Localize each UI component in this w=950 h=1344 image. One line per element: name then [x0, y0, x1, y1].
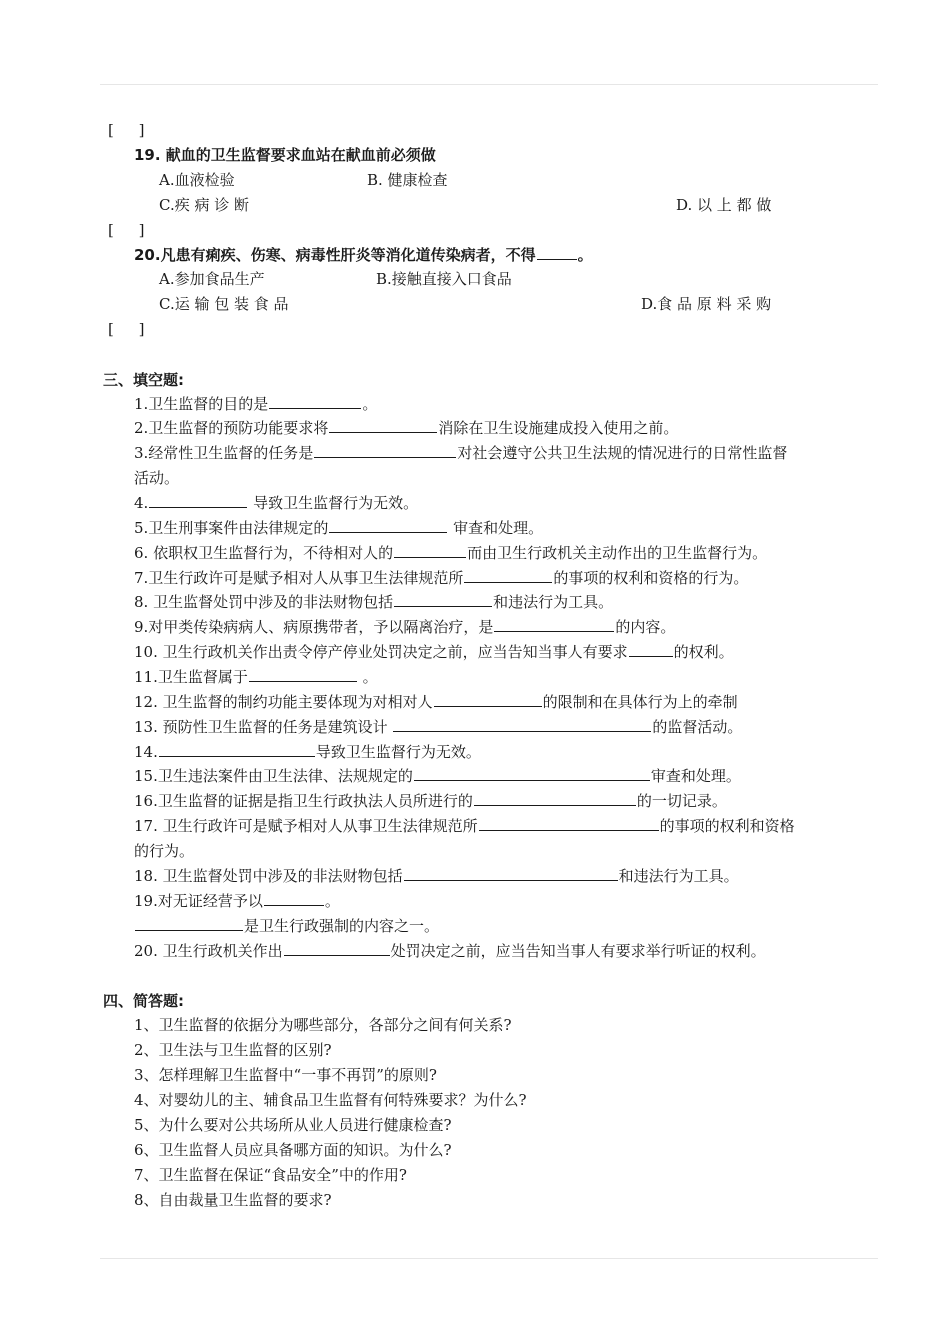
answer-blank[interactable]: [264, 891, 324, 906]
q20-option-a: A.参加食品生产: [159, 270, 265, 288]
answer-blank[interactable]: [494, 617, 614, 632]
answer-blank[interactable]: [434, 692, 542, 707]
fill-item: 是卫生行政强制的内容之一。: [134, 916, 439, 936]
answer-blank[interactable]: [479, 816, 659, 831]
answer-blank[interactable]: [135, 916, 243, 931]
q20-option-d: D.食 品 原 料 采 购: [641, 295, 772, 313]
fill-item: 15.卫生违法案件由卫生法律、法规规定的 审查和处理。: [134, 767, 741, 785]
short-answer-item: 7、卫生监督在保证“食品安全”中的作用?: [134, 1166, 407, 1184]
answer-blank[interactable]: [284, 941, 390, 956]
answer-blank[interactable]: [249, 667, 357, 682]
fill-item: 1.卫生监督的目的是 。: [134, 395, 378, 413]
q20-option-b: B.接触直接入口食品: [376, 270, 512, 288]
short-answer-item: 1、卫生监督的依据分为哪些部分，各部分之间有何关系?: [134, 1016, 512, 1034]
answer-bracket: [ ]: [108, 320, 155, 338]
short-answer-item: 4、对婴幼儿的主、辅食品卫生监督有何特殊要求？为什么?: [134, 1091, 527, 1109]
fill-item: 13. 预防性卫生监督的任务是建筑设计 的监督活动。: [134, 718, 743, 736]
fill-item: 6. 依职权卫生监督行为，不待相对人的 而由卫生行政机关主动作出的卫生监督行为。: [134, 544, 768, 562]
fill-item: 10. 卫生行政机关作出责令停产停业处罚决定之前，应当告知当事人有要求 的权利。: [134, 643, 734, 661]
q19-option-b: B. 健康检查: [367, 171, 448, 189]
fill-item: 8. 卫生监督处罚中涉及的非法财物包括 和违法行为工具。: [134, 593, 614, 611]
answer-blank[interactable]: [393, 717, 651, 732]
fill-item: 12. 卫生监督的制约功能主要体现为对相对人 的限制和在具体行为上的牵制: [134, 693, 738, 711]
answer-blank[interactable]: [149, 493, 247, 508]
answer-blank[interactable]: [394, 592, 492, 607]
fill-item: 4. 导致卫生监督行为无效。: [134, 494, 419, 512]
q19-option-d: D. 以 上 都 做: [676, 196, 772, 214]
q20-option-c: C.运 输 包 装 食 品: [159, 295, 289, 313]
answer-blank[interactable]: [159, 742, 315, 757]
fill-item: 2.卫生监督的预防功能要求将 消除在卫生设施建成投入使用之前。: [134, 419, 679, 437]
short-answer-item: 8、自由裁量卫生监督的要求?: [134, 1191, 332, 1209]
answer-blank[interactable]: [329, 518, 447, 533]
fill-item: 11.卫生监督属于 。: [134, 668, 378, 686]
fill-item: 9.对甲类传染病病人、病原携带者，予以隔离治疗，是 的内容。: [134, 618, 676, 636]
answer-blank[interactable]: [464, 568, 552, 583]
fill-item: 16.卫生监督的证据是指卫生行政执法人员所进行的 的一切记录。: [134, 792, 727, 810]
fill-item-continuation: 活动。: [134, 469, 180, 487]
fill-item: 19.对无证经营予以 。: [134, 892, 340, 910]
answer-blank[interactable]: [414, 766, 650, 781]
answer-blank[interactable]: [269, 394, 361, 409]
short-answer-heading: 四、简答题:: [103, 992, 184, 1010]
fill-in-heading: 三、填空题:: [103, 371, 184, 389]
q19-option-c: C.疾 病 诊 断: [159, 196, 250, 214]
fill-item-continuation: 的行为。: [134, 842, 195, 860]
question-20-stem: 20.凡患有痢疾、伤寒、病毒性肝炎等消化道传染病者，不得 。: [134, 246, 593, 264]
fill-item: 20. 卫生行政机关作出 处罚决定之前，应当告知当事人有要求举行听证的权利。: [134, 942, 766, 960]
answer-blank[interactable]: [537, 245, 577, 260]
answer-blank[interactable]: [314, 443, 456, 458]
short-answer-item: 5、为什么要对公共场所从业人员进行健康检查?: [134, 1116, 452, 1134]
q19-option-a: A.血液检验: [159, 171, 235, 189]
short-answer-item: 6、卫生监督人员应具备哪方面的知识。为什么?: [134, 1141, 452, 1159]
answer-blank[interactable]: [404, 866, 618, 881]
answer-bracket: [ ]: [108, 121, 155, 139]
short-answer-item: 2、卫生法与卫生监督的区别?: [134, 1041, 332, 1059]
page-top-rule: [100, 84, 878, 85]
short-answer-item: 3、怎样理解卫生监督中“一事不再罚”的原则?: [134, 1066, 437, 1084]
fill-item: 3.经常性卫生监督的任务是 对社会遵守公共卫生法规的情况进行的日常性监督: [134, 444, 788, 462]
answer-blank[interactable]: [329, 418, 437, 433]
fill-item: 5.卫生刑事案件由法律规定的 审查和处理。: [134, 519, 544, 537]
fill-item: 14. 导致卫生监督行为无效。: [134, 743, 481, 761]
fill-item: 7.卫生行政许可是赋予相对人从事卫生法律规范所 的事项的权利和资格的行为。: [134, 569, 749, 587]
answer-blank[interactable]: [629, 642, 673, 657]
answer-bracket: [ ]: [108, 221, 155, 239]
answer-blank[interactable]: [394, 543, 466, 558]
answer-blank[interactable]: [474, 791, 636, 806]
fill-item: 18. 卫生监督处罚中涉及的非法财物包括 和违法行为工具。: [134, 867, 739, 885]
fill-item: 17. 卫生行政许可是赋予相对人从事卫生法律规范所 的事项的权利和资格: [134, 817, 795, 835]
page-bottom-rule: [100, 1258, 878, 1259]
question-19-stem: 19. 献血的卫生监督要求血站在献血前必须做: [134, 146, 436, 164]
